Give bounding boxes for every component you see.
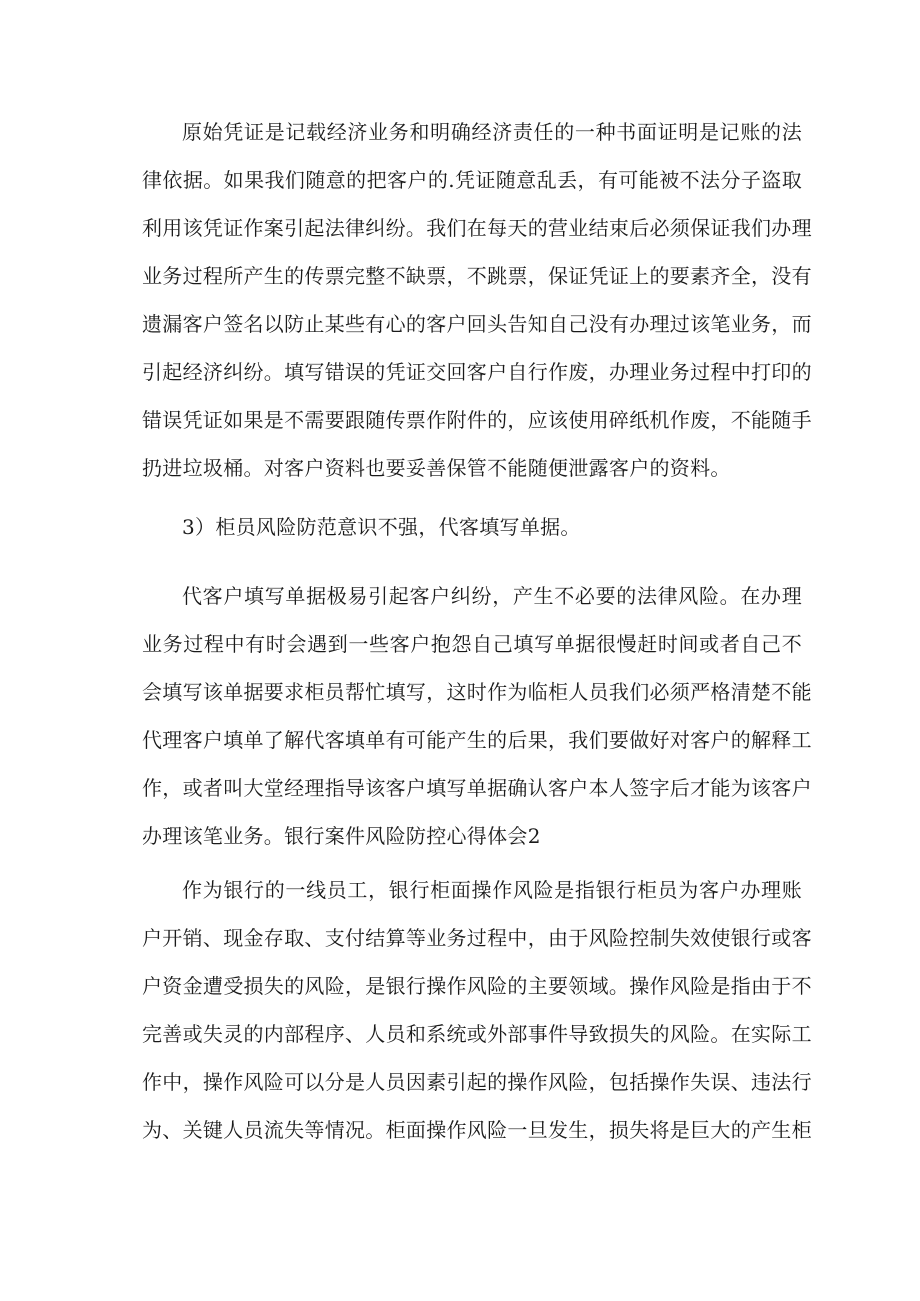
section-heading-3: 3）柜员风险防范意识不强，代客填写单据。 xyxy=(182,515,581,539)
paragraph-1-line-2: 律依据。如果我们随意的把客户的.凭证随意乱丢，有可能被不法分子盗取 xyxy=(142,168,802,192)
paragraph-1-line-8: 扔进垃圾桶。对客户资料也要妥善保管不能随便泄露客户的资料。 xyxy=(142,456,731,480)
paragraph-1-line-1: 原始凭证是记载经济业务和明确经济责任的一种书面证明是记账的法 xyxy=(182,120,802,144)
paragraph-2-line-2: 业务过程中有时会遇到一些客户抱怨自己填写单据很慢赶时间或者自己不 xyxy=(142,632,802,656)
paragraph-1-line-4: 业务过程所产生的传票完整不缺票，不跳票，保证凭证上的要素齐全，没有 xyxy=(142,264,812,288)
paragraph-3-line-6: 为、关键人员流失等情况。柜面操作风险一旦发生，损失将是巨大的产生柜 xyxy=(142,1118,812,1142)
paragraph-3-line-1: 作为银行的一线员工，银行柜面操作风险是指银行柜员为客户办理账 xyxy=(182,878,802,902)
paragraph-3-line-3: 户资金遭受损失的风险，是银行操作风险的主要领域。操作风险是指由于不 xyxy=(142,974,812,998)
paragraph-1-line-3: 利用该凭证作案引起法律纠纷。我们在每天的营业结束后必须保证我们办理 xyxy=(142,216,812,240)
paragraph-2-line-3: 会填写该单据要求柜员帮忙填写，这时作为临柜人员我们必须严格清楚不能 xyxy=(142,680,812,704)
paragraph-1-line-5: 遗漏客户签名以防止某些有心的客户回头告知自己没有办理过该笔业务，而 xyxy=(142,312,812,336)
paragraph-2-line-5: 作，或者叫大堂经理指导该客户填写单据确认客户本人签字后才能为该客户 xyxy=(142,776,812,800)
paragraph-2-line-1: 代客户填写单据极易引起客户纠纷，产生不必要的法律风险。在办理 xyxy=(182,584,802,608)
paragraph-3-line-4: 完善或失灵的内部程序、人员和系统或外部事件导致损失的风险。在实际工 xyxy=(142,1022,812,1046)
paragraph-1-line-7: 错误凭证如果是不需要跟随传票作附件的，应该使用碎纸机作废，不能随手 xyxy=(142,408,812,432)
paragraph-3-line-5: 作中，操作风险可以分是人员因素引起的操作风险，包括操作失误、违法行 xyxy=(142,1070,812,1094)
paragraph-3-line-2: 户开销、现金存取、支付结算等业务过程中，由于风险控制失效使银行或客 xyxy=(142,926,812,950)
paragraph-1-line-6: 引起经济纠纷。填写错误的凭证交回客户自行作废，办理业务过程中打印的 xyxy=(142,360,812,384)
paragraph-2-line-6: 办理该笔业务。银行案件风险防控心得体会2 xyxy=(142,824,541,848)
paragraph-2-line-4: 代理客户填单了解代客填单有可能产生的后果，我们要做好对客户的解释工 xyxy=(142,728,812,752)
